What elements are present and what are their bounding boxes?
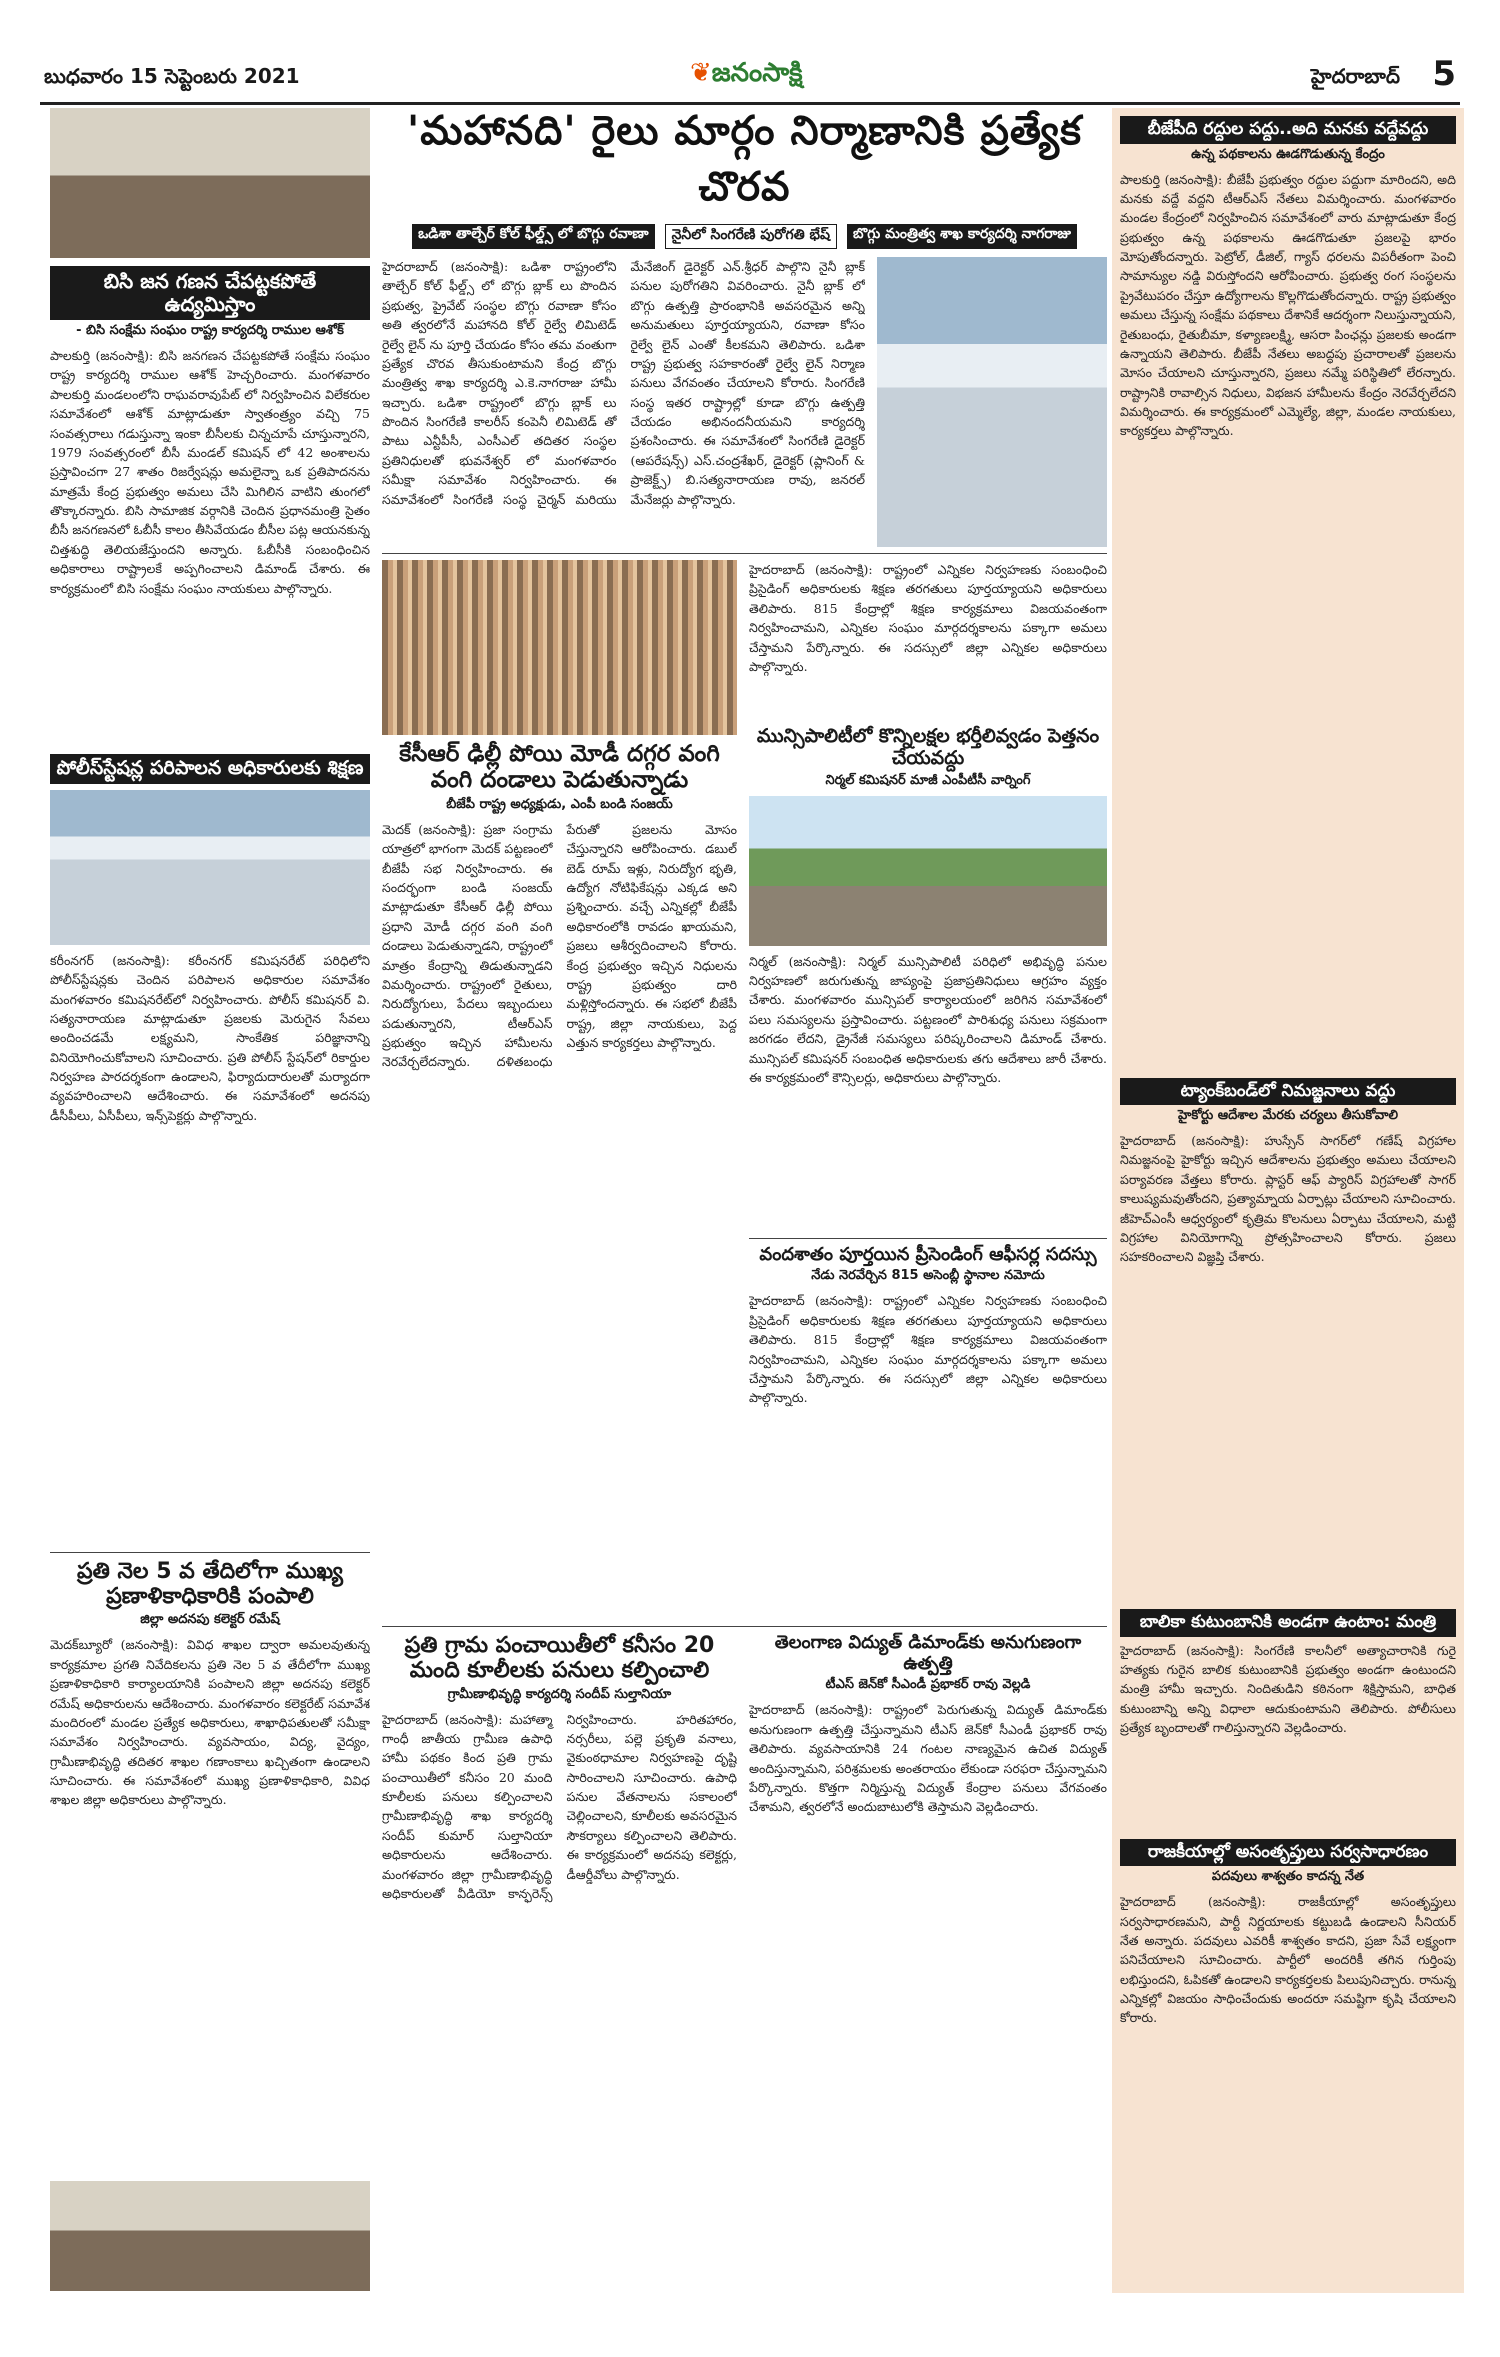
article-police-sub: హైదరాబాద్ (జనంసాక్షి): రాష్ట్రంలో ఎన్నికల నిర్వహణకు సంబంధించి ప్రిసైడింగ్ అధికారులకు శిక్షణ తరగతులు పూర్తయ్యాయని అధికారులు తెలిపారు. 815 కేంద్రాల్లో శిక్షణ కార్యక్రమాలు విజయవంతంగా నిర్వహించామని, ఎన్నికల సంఘం మార్గదర్శకాలను పక్కాగా అమలు చేస్తామని పేర్కొన్నారు. ఈ సదస్సులో జిల్లా ఎన్నికల అధికారులు పాల్గొన్నారు. — [749, 562, 1107, 674]
headline-bjp-cancel: బీజేపీది రద్దుల పద్దు..అది మనకు వద్దేవద్దు — [1120, 116, 1456, 144]
page-number: 5 — [1432, 54, 1456, 94]
article-municipal: నిర్మల్ (జనంసాక్షి): నిర్మల్ మున్సిపాలిటీ పరిధిలో అభివృద్ధి పనుల నిర్వహణలో జరుగుతున్న జాప్యంపై ప్రజాప్రతినిధులు ఆగ్రహం వ్యక్తం చేశారు. మంగళవారం మున్సిపల్ కార్యాలయంలో జరిగిన సమావేశంలో పలు సమస్యలను ప్రస్తావించారు. పట్టణంలో పారిశుధ్య పనులు సక్రమంగా జరగడం లేదని, డ్రైనేజీ సమస్యలు పరిష్కరించాలని డిమాండ్ చేశారు. మున్సిపల్ కమిషనర్ సంబంధిత అధికారులకు తగు ఆదేశాలు జారీ చేశారు. ఈ కార్యక్రమంలో కౌన్సిలర్లు, అధికారులు పాల్గొన్నారు. — [749, 953, 1107, 1085]
divider — [749, 1238, 1107, 1239]
byline-bjp-cancel: ఉన్న పథకాలను ఊడగొడుతున్న కేంద్రం — [1191, 146, 1385, 162]
headline-kuli: ప్రతి గ్రామ పంచాయితీలో కనీసం 20 మంది కూలీలకు పనులు కల్పించాలి — [404, 1633, 715, 1684]
coal-meeting-photo — [877, 257, 1107, 547]
divider — [382, 553, 1107, 554]
meeting-photo — [50, 108, 370, 258]
kuli-story — [382, 1633, 737, 2193]
middle-column — [382, 108, 1107, 2193]
article-tankbund: హైదరాబాద్ (జనంసాక్షి): హుస్సేన్ సాగర్‌లో గణేష్ విగ్రహాల నిమజ్జనంపై హైకోర్టు ఇచ్చిన ఆదేశాలను ప్రభుత్వం అమలు చేయాలని పర్యావరణ వేత్తలు కోరారు. ప్లాస్టర్ ఆఫ్ ప్యారిస్ విగ్రహాలతో సాగర్ కాలుష్యమవుతోందని, ప్రత్యామ్నాయ ఏర్పాట్లు చేయాలని సూచించారు. జీహెచ్ఎంసీ ఆధ్వర్యంలో కృత్రిమ కొలనులు ఏర్పాటు చేయాలని, మట్టి విగ్రహాల వినియోగాన్ని ప్రోత్సహించాలని కోరారు. ప్రజలు సహకరించాలని విజ్ఞప్తి చేశారు. — [1120, 1133, 1456, 1265]
right-column — [1112, 108, 1464, 2293]
article-kuli: హైదరాబాద్ (జనంసాక్షి): మహాత్మా గాంధీ జాతీయ గ్రామీణ ఉపాధి హామీ పథకం కింద ప్రతి గ్రామ పంచాయితీలో కనీసం 20 మంది కూలీలకు పనులు కల్పించాలని గ్రామీణాభివృద్ధి శాఖ కార్యదర్శి సందీప్ కుమార్ సుల్తానియా అధికారులను ఆదేశించారు. మంగళవారం జిల్లా గ్రామీణాభివృద్ధి అధికారులతో వీడియో కాన్ఫరెన్స్ నిర్వహించారు. హరితహారం, నర్సరీలు, పల్లె ప్రకృతి వనాలు, వైకుంఠధామాల నిర్వహణపై దృష్టి సారించాలని సూచించారు. ఉపాధి పనుల వేతనాలను సకాలంలో చెల్లించాలని, కూలీలకు అవసరమైన సౌకర్యాలు కల్పించాలని తెలిపారు. ఈ కార్యక్రమంలో అదనపు కలెక్టర్లు, డీఆర్డీవోలు పాల్గొన్నారు. — [382, 1711, 737, 1901]
byline-tankbund: హైకోర్టు ఆదేశాల మేరకు చర్యలు తీసుకోవాలి — [1177, 1108, 1399, 1124]
municipal-visit-photo — [749, 796, 1107, 946]
newspaper-logo — [690, 58, 803, 94]
divider — [382, 1626, 1107, 1627]
headline-police-training: పోలీస్‌స్టేషన్ల పరిపాలన అధికారులకు శిక్షణ — [50, 754, 370, 784]
review-meeting-photo — [50, 2181, 370, 2291]
byline-dissent: పదవులు శాశ్వతం కాదన్న నేత — [1211, 1869, 1365, 1885]
article-kcr: మెదక్ (జనంసాక్షి): ప్రజా సంగ్రామ యాత్రలో భాగంగా మెదక్ పట్టణంలో బీజేపీ సభ నిర్వహించారు. ఈ సందర్భంగా బండి సంజయ్ మాట్లాడుతూ కేసీఆర్ ఢిల్లీ పోయి ప్రధాని మోడీ దగ్గర వంగి వంగి దండాలు పెడుతున్నాడని, రాష్ట్రంలో మాత్రం కేంద్రాన్ని తిడుతున్నాడని విమర్శించారు. రాష్ట్రంలో రైతులు, నిరుద్యోగులు, పేదలు ఇబ్బందులు పడుతున్నారని, టీఆర్ఎస్ ప్రభుత్వం ఇచ్చిన హామీలను నెరవేర్చలేదన్నారు. దళితబంధు పేరుతో ప్రజలను మోసం చేస్తున్నారని ఆరోపించారు. డబుల్ బెడ్ రూమ్ ఇళ్లు, నిరుద్యోగ భృతి, ఉద్యోగ నోటిఫికేషన్లు ఎక్కడ అని ప్రశ్నించారు. వచ్చే ఎన్నికల్లో బీజేపీ అధికారంలోకి రావడం ఖాయమని, ప్రజలు ఆశీర్వదించాలని కోరారు. కేంద్ర ప్రభుత్వం ఇచ్చిన నిధులను రాష్ట్ర ప్రభుత్వం దారి మళ్లిస్తోందన్నారు. ఈ సభలో బీజేపీ రాష్ట్ర, జిల్లా నాయకులు, పెద్ద ఎత్తున కార్యకర్తలు పాల్గొన్నారు. — [382, 821, 737, 1070]
headline-girl-family: బాలికా కుటుంబానికి అండగా ఉంటాం: మంత్రి — [1120, 1609, 1456, 1637]
kicker-2: నైనీలో సింగరేణి పురోగతి భేష్ — [665, 224, 837, 249]
kcr-story — [382, 560, 737, 1620]
byline-kcr: బీజేపీ రాష్ట్ర అధ్యక్షుడు, ఎంపీ బండి సంజయ్ — [446, 796, 673, 812]
lead-kicker — [382, 224, 1107, 249]
lead-block — [382, 257, 1107, 547]
kicker-1: ఒడిశా తాల్చేర్ కోల్ ఫీల్డ్స్ లో బొగ్గు రవాణా — [412, 224, 654, 249]
masthead — [40, 50, 1460, 105]
headline-municipal: మున్సిపాలిటీలో కొన్నిలక్షల భర్తీలివ్వడం పెత్తనం చేయవద్దు — [756, 725, 1100, 769]
headline-bc-census: బిసి జన గణన చేపట్టకపోతే ఉద్యమిస్తాం — [50, 266, 370, 320]
third-row — [382, 1633, 1107, 2193]
byline-presiding: నేడు నెరవేర్చిన 815 అసెంబ్లీ స్థానాల నమోదు — [811, 1268, 1045, 1284]
headline-tankbund: ట్యాంక్‌బండ్‌లో నిమజ్జనాలు వద్దు — [1120, 1078, 1456, 1106]
headline-kcr: కేసీఆర్ ఢిల్లీ పోయి మోడీ దగ్గర వంగి వంగి దండాలు పెడుతున్నాడు — [399, 741, 720, 794]
brand-name: జనంసాక్షి — [711, 58, 803, 88]
article-planning-report: మెదక్‌బ్యూరో (జనంసాక్షి): వివిధ శాఖల ద్వారా అమలవుతున్న కార్యక్రమాల ప్రగతి నివేదికలను ప్రతి నెల 5 వ తేదీలోగా ముఖ్య ప్రణాళికాధికారి కార్యాలయానికి పంపాలని జిల్లా అదనపు కలెక్టర్ రమేష్ అధికారులను ఆదేశించారు. మంగళవారం కలెక్టరేట్ సమావేశ మందిరంలో మండల ప్రత్యేక అధికారులు, శాఖాధిపతులతో సమీక్షా సమావేశం నిర్వహించారు. వ్యవసాయం, విద్య, వైద్యం, గ్రామీణాభివృద్ధి తదితర శాఖల గణాంకాలు ఖచ్చితంగా ఉండాలని సూచించారు. ఈ సమావేశంలో ముఖ్య ప్రణాళికాధికారి, వివిధ శాఖల జిల్లా అధికారులు పాల్గొన్నారు. — [50, 1637, 370, 1808]
police-meeting-photo — [50, 790, 370, 945]
byline-bc-census: - బిసి సంక్షేమ సంఘం రాష్ట్ర కార్యదర్శి రాముల ఆశోక్ — [76, 323, 344, 338]
divider — [50, 1552, 370, 1553]
byline-power: టీఎస్ జెన్‌కో సీఎండీ ప్రభాకర్ రావు వెల్లడి — [825, 1677, 1031, 1693]
article-presiding: హైదరాబాద్ (జనంసాక్షి): రాష్ట్రంలో ఎన్నికల నిర్వహణకు సంబంధించి ప్రిసైడింగ్ అధికారులకు శిక్షణ తరగతులు పూర్తయ్యాయని అధికారులు తెలిపారు. 815 కేంద్రాల్లో శిక్షణ కార్యక్రమాలు విజయవంతంగా నిర్వహించామని, ఎన్నికల సంఘం మార్గదర్శకాలను పక్కాగా అమలు చేస్తామని పేర్కొన్నారు. ఈ సదస్సులో జిల్లా ఎన్నికల అధికారులు పాల్గొన్నారు. — [749, 1293, 1107, 1406]
edition-date: బుధవారం 15 సెప్టెంబరు 2021 — [44, 64, 300, 88]
right-inner — [1112, 108, 1464, 2293]
edition-city: హైదరాబాద్ — [1310, 64, 1400, 88]
rally-photo — [382, 560, 737, 735]
byline-planning-report: జిల్లా అదనపు కలెక్టర్ రమేష్ — [140, 1612, 280, 1628]
article-lead: హైదరాబాద్ (జనంసాక్షి): ఒడిశా రాష్ట్రంలోని తాల్చేర్ కోల్ ఫీల్డ్స్ లో బొగ్గు బ్లాక్ లు పొందిన ప్రభుత్వ, ప్రైవేట్ సంస్థల బొగ్గు రవాణా కోసం అతి త్వరలోనే మహానది కోల్ రైల్వే లిమిటెడ్ రైల్వే లైన్ ను పూర్తి చేయడం కోసం తమ వంతుగా ప్రత్యేక చొరవ తీసుకుంటామని కేంద్ర బొగ్గు మంత్రిత్వ శాఖ కార్యదర్శి ఎ.కె.నాగరాజు హామీ ఇచ్చారు. ఒడిశా రాష్ట్రంలో బొగ్గు బ్లాక్ లు పొందిన సింగరేణి కాలరీస్ కంపెనీ లిమిటెడ్ తో పాటు ఎన్టీపీసీ, ఎంసీఎల్ తదితర సంస్థల ప్రతినిధులతో భువనేశ్వర్ లో మంగళవారం సమీక్షా సమావేశం నిర్వహించారు. ఈ సమావేశంలో సింగరేణి సంస్థ చైర్మన్ మరియు మేనేజింగ్ డైరెక్టర్ ఎన్.శ్రీధర్ పాల్గొని నైనీ బ్లాక్ పనుల పురోగతిని వివరించారు. నైనీ బ్లాక్ లో బొగ్గు ఉత్పత్తి ప్రారంభానికి అవసరమైన అన్ని అనుమతులు పూర్తయ్యాయని, రవాణా కోసం రైల్వే లైన్ ఎంతో కీలకమని తెలిపారు. ఒడిశా రాష్ట్ర ప్రభుత్వ సహకారంతో రైల్వే లైన్ నిర్మాణ పనులు వేగవంతం చేయాలని కోరారు. సింగరేణి సంస్థ ఇతర రాష్ట్రాల్లో కూడా బొగ్గు ఉత్పత్తి చేయడం అభినందనీయమని కార్యదర్శి ప్రశంసించారు. ఈ సమావేశంలో సింగరేణి డైరెక్టర్ (ఆపరేషన్స్) ఎస్.చంద్రశేఖర్, డైరెక్టర్ (ప్లానింగ్ & ప్రాజెక్ట్స్) బి.సత్యనారాయణ రావు, జనరల్ మేనేజర్లు పాల్గొన్నారు. — [382, 259, 865, 507]
second-row — [382, 560, 1107, 1620]
headline-power: తెలంగాణ విద్యుత్ డిమాండ్‌కు అనుగుణంగా ఉత్పత్తి — [774, 1632, 1082, 1674]
lead-headline: 'మహానది' రైలు మార్గం నిర్మాణానికి ప్రత్యేక చొరవ — [406, 108, 1083, 210]
left-column — [50, 108, 370, 2291]
article-bjp-cancel: పాలకుర్తి (జనంసాక్షి): బీజేపీ ప్రభుత్వం రద్దుల పద్దుగా మారిందని, అది మనకు వద్దే వద్దని టీఆర్ఎస్ నేతలు విమర్శించారు. మంగళవారం మండల కేంద్రంలో నిర్వహించిన సమావేశంలో వారు మాట్లాడుతూ కేంద్ర ప్రభుత్వం ఉన్న పథకాలను ఊడగొడుతూ ప్రజలపై భారం మోపుతోందన్నారు. పెట్రోల్, డీజిల్, గ్యాస్ ధరలను విపరీతంగా పెంచి సామాన్యుల నడ్డి విరుస్తోందని ఆరోపించారు. ప్రభుత్వ రంగ సంస్థలను ప్రైవేటుపరం చేస్తూ ఉద్యోగాలను కొల్లగొడుతోందన్నారు. రాష్ట్ర ప్రభుత్వం అమలు చేస్తున్న సంక్షేమ పథకాలు దేశానికే ఆదర్శంగా నిలుస్తున్నాయని, రైతుబంధు, రైతుబీమా, కళ్యాణలక్ష్మి, ఆసరా పింఛన్లు ప్రజలకు అండగా ఉన్నాయని తెలిపారు. బీజేపీ నేతలు అబద్ధపు ప్రచారాలతో ప్రజలను మోసం చేయాలని చూస్తున్నారని, ప్రజలు నమ్మే పరిస్థితిలో లేరన్నారు. రాష్ట్రానికి రావాల్సిన నిధులు, విభజన హామీలను కేంద్రం నెరవేర్చలేదని విమర్శించారు. ఈ కార్యక్రమంలో ఎమ్మెల్యే, జిల్లా, మండల నాయకులు, కార్యకర్తలు పాల్గొన్నారు. — [1120, 171, 1456, 439]
headline-dissent: రాజకీయాల్లో అసంతృప్తులు సర్వసాధారణం — [1120, 1839, 1456, 1867]
leaf-icon: ❦ — [690, 58, 712, 88]
article-police-training: కరీంనగర్ (జనంసాక్షి): కరీంనగర్ కమిషనరేట్ పరిధిలోని పోలీస్‌స్టేషన్లకు చెందిన పరిపాలన అధికారుల సమావేశం మంగళవారం కమిషనరేట్‌లో నిర్వహించారు. పోలీస్ కమిషనర్ వి. సత్యనారాయణ మాట్లాడుతూ ప్రజలకు మెరుగైన సేవలు అందించడమే లక్ష్యమని, సాంకేతిక పరిజ్ఞానాన్ని వినియోగించుకోవాలని సూచించారు. ప్రతి పోలీస్ స్టేషన్‌లో రికార్డుల నిర్వహణ పారదర్శకంగా ఉండాలని, ఫిర్యాదుదారులతో మర్యాదగా వ్యవహరించాలని ఆదేశించారు. ఈ సమావేశంలో అదనపు డీసీపీలు, ఏసీపీలు, ఇన్స్‌పెక్టర్లు పాల్గొన్నారు. — [50, 952, 370, 1123]
power-story — [749, 1633, 1107, 2193]
headline-presiding: వందశాతం పూర్తయిన ప్రీసెండింగ్ ఆఫీసర్ల సదస్సు — [759, 1243, 1097, 1265]
article-dissent: హైదరాబాద్ (జనంసాక్షి): రాజకీయాల్లో అసంతృప్తులు సర్వసాధారణమని, పార్టీ నిర్ణయాలకు కట్టుబడి ఉండాలని సీనియర్ నేత అన్నారు. పదవులు ఎవరికీ శాశ్వతం కాదని, ప్రజా సేవే లక్ష్యంగా పనిచేయాలని సూచించారు. పార్టీలో అందరికీ తగిన గుర్తింపు లభిస్తుందని, ఓపికతో ఉండాలని కార్యకర్తలకు పిలుపునిచ్చారు. రానున్న ఎన్నికల్లో విజయం సాధించేందుకు అందరూ సమష్టిగా కృషి చేయాలని కోరారు. — [1120, 1894, 1456, 2026]
kicker-3: బొగ్గు మంత్రిత్వ శాఖ కార్యదర్శి నాగరాజు — [847, 224, 1077, 249]
article-power: హైదరాబాద్ (జనంసాక్షి): రాష్ట్రంలో పెరుగుతున్న విద్యుత్ డిమాండ్‌కు అనుగుణంగా ఉత్పత్తి చేస్తున్నామని టీఎస్ జెన్‌కో సీఎండీ ప్రభాకర్ రావు తెలిపారు. వ్యవసాయానికి 24 గంటల నాణ్యమైన ఉచిత విద్యుత్ అందిస్తున్నామని, పరిశ్రమలకు అంతరాయం లేకుండా సరఫరా చేస్తున్నామని పేర్కొన్నారు. కొత్తగా నిర్మిస్తున్న విద్యుత్ కేంద్రాల పనులు వేగవంతం చేశామని, త్వరలోనే అందుబాటులోకి తెస్తామని వెల్లడించారు. — [749, 1702, 1107, 1815]
article-girl-family: హైదరాబాద్ (జనంసాక్షి): సింగరేణి కాలనీలో అత్యాచారానికి గురై హత్యకు గురైన బాలిక కుటుంబానికి ప్రభుత్వం అండగా ఉంటుందని మంత్రి హామీ ఇచ్చారు. నిందితుడిని కఠినంగా శిక్షిస్తామని, బాధిత కుటుంబాన్ని అన్ని విధాలా ఆదుకుంటామని తెలిపారు. పోలీసులు ప్రత్యేక బృందాలతో గాలిస్తున్నారని వెల్లడించారు. — [1120, 1642, 1456, 1736]
byline-kuli: గ్రామీణాభివృద్ధి కార్యదర్శి సందీప్ సుల్తానియా — [447, 1686, 672, 1702]
headline-planning-report: ప్రతి నెల 5 వ తేదిలోగా ముఖ్య ప్రణాళికాధికారికి పంపాలి — [76, 1558, 343, 1610]
article-bc-census: పాలకుర్తి (జనంసాక్షి): బిసి జనగణన చేపట్టకపోతే సంక్షేమ సంఘం రాష్ట్ర కార్యదర్శి రాముల ఆశోక్ హెచ్చరించారు. మంగళవారం పాలకుర్తి మండలంలోని రాఘవరావుపేట్ లో నిర్వహించిన విలేకరుల సమావేశంలో ఆశోక్ మాట్లాడుతూ స్వాతంత్ర్యం వచ్చి 75 సంవత్సరాలు గడుస్తున్నా ఇంకా బీసీలకు చిన్నచూపే చూస్తున్నారని, 1979 సంవత్సరంలో బీసీ మండల్ కమిషన్ లో 42 అంశాలను ప్రస్తావించగా 27 శాతం రిజర్వేషన్లు అమలైన్నా ఒక ప్రతిపాదనను మాత్రమే కేంద్ర ప్రభుత్వం అమలు చేసి మిగిలిన వాటిని తుంగలో తొక్కారన్నారు. బిసి సామాజిక వర్గానికి చెందిన ప్రధానమంత్రి సైతం బీసీ జనగణనలో ఓబీసీ కాలం తీసివేయడం బీసీల పట్ల ఆయనకున్న చిత్తశుద్ధి తెలియజేస్తుందని అన్నారు. ఓబీసీకి సంబంధించిన అధికారాలు రాష్ట్రాలకే అప్పగించాలని డిమాండ్ చేశారు. ఈ కార్యక్రమంలో బిసి సంక్షేమ సంఘం నాయకులు పాల్గొన్నారు. — [50, 348, 370, 596]
byline-municipal: నిర్మల్ కమిషనర్ మాజీ ఎంపీటీసీ వార్నింగ్ — [825, 772, 1031, 788]
municipal-story — [749, 560, 1107, 1620]
